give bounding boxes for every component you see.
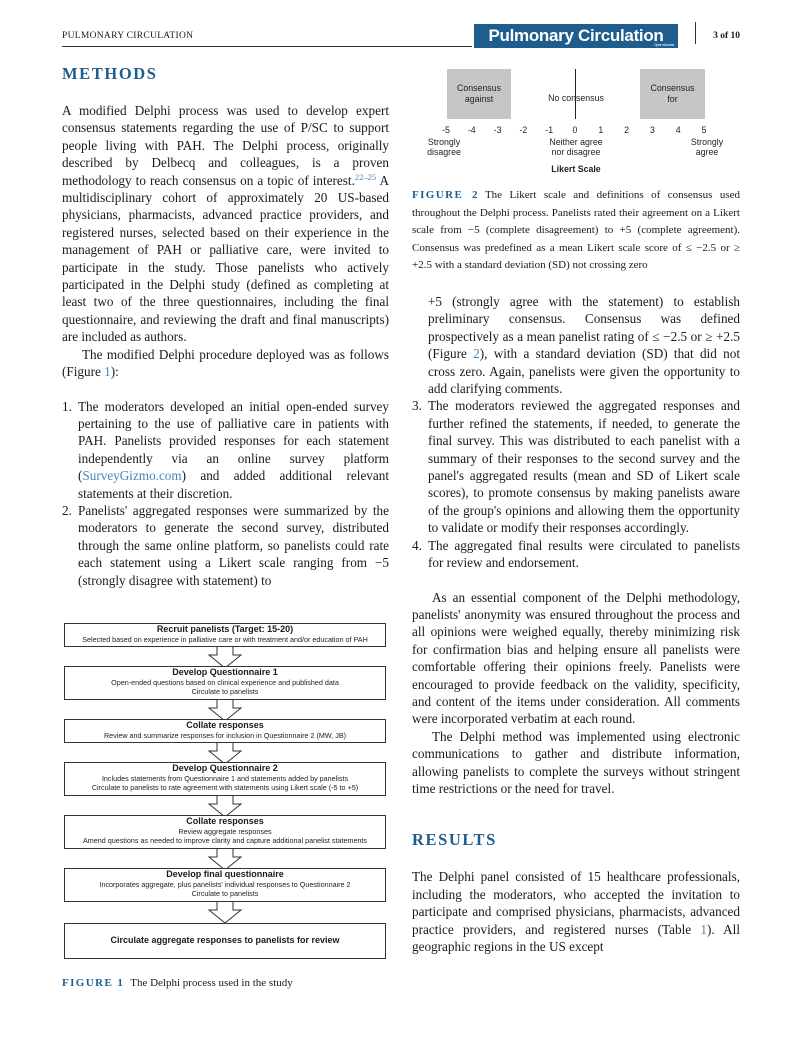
- likert-tick-label: 1: [598, 125, 604, 135]
- consensus-against-box: [447, 69, 511, 119]
- step-number: 4.: [412, 537, 422, 553]
- methods-heading: METHODS: [62, 64, 158, 83]
- flow-box-line: Includes statements from Questionnaire 1 and statements added by panelists: [101, 774, 349, 783]
- strongly-agree-line: Strongly: [690, 137, 724, 147]
- flow-box-recruit: [64, 623, 386, 647]
- strongly-agree-line: agree: [695, 147, 719, 157]
- consensus-against-line: Consensus: [456, 83, 501, 93]
- surveygizmo-link[interactable]: SurveyGizmo.com: [82, 468, 182, 484]
- likert-tick-label: -2: [519, 125, 528, 135]
- methods-paragraph-2-end: ):: [110, 364, 119, 380]
- consensus-against-line: against: [464, 94, 494, 104]
- flow-box-title: Collate responses: [186, 816, 264, 826]
- neutral-line: Neither agree: [549, 137, 603, 147]
- strongly-disagree-line: Strongly: [427, 137, 461, 147]
- running-head: PULMONARY CIRCULATION: [62, 31, 194, 41]
- list-item: [412, 397, 740, 536]
- figure-1-link[interactable]: 1: [104, 364, 111, 380]
- likert-tick-label: -5: [442, 125, 450, 135]
- results-paragraph-1: [412, 868, 740, 955]
- page-number: 3 of 10: [713, 31, 740, 41]
- methods-paragraph-1: [62, 102, 389, 346]
- figure-2-link[interactable]: 2: [473, 346, 480, 362]
- step-number: 2.: [62, 502, 72, 518]
- step-2-continued-text: +5 (strongly agree with the statement) to establish preliminary consensus. Consensus was defined prospectively as a mean panelist rating of ≤ −2.5 or ≥ +2.5 (Figure: [428, 294, 740, 362]
- flow-box-title: Circulate aggregate responses to panelists for review: [110, 935, 340, 945]
- step-text: The moderators reviewed the aggregated responses and further refined the statements, if needed, to generate the final survey. This was distributed to each panelist with a summary of their responses to the second survey and the panel's aggregated results (mean and SD of Likert scale scores), to promote consensus by making panelists aware of the group's opinions and allowing them the opportunity to validate or modify their responses accordingly.: [428, 398, 740, 536]
- step-number: 3.: [412, 398, 422, 414]
- list-item: [412, 537, 740, 572]
- step-2-continued: [412, 293, 740, 397]
- flow-box-line: Incorporates aggregate, plus panelists' individual responses to Questionnaire 2: [99, 880, 351, 889]
- likert-tick-label: 3: [649, 125, 655, 135]
- flow-box-line: Open-ended questions based on clinical experience and published data: [111, 678, 339, 687]
- left-column: [62, 64, 389, 589]
- likert-tick-label: 4: [675, 125, 681, 135]
- likert-tick-label: -4: [467, 125, 476, 135]
- right-column: [412, 293, 740, 955]
- flow-box-final-questionnaire: [64, 868, 386, 902]
- likert-tick-label: -1: [545, 125, 554, 135]
- step-text: The moderators developed an initial open-ended survey pertaining to the use of palliative care in patients with PAH. Panelists provided responses for each statement independently via an online survey platform (: [78, 398, 389, 484]
- figure-1-flowchart: [64, 623, 386, 963]
- methods-paragraph-2: [62, 346, 389, 381]
- header-rule: [62, 46, 472, 47]
- methods-paragraph-1-text-cont: A multidisciplinary cohort of approximately 20 US-based physicians, pharmacists, advanced practice providers, and registered nurses, selected based on their experience in the management of PAH or palliative care, were invited to participate in the study. Those panelists who actively participated in the Delphi study (defined as completing at least two of the three questionnaires, including the final questionnaire, and reviewing the draft and final manuscripts) are included as authors.: [62, 172, 389, 345]
- flow-box-line: Review aggregate responses: [178, 827, 272, 836]
- step-2-continued-end: ), with a standard deviation (SD) that did not cross zero. Again, panelists were given the opportunity to add clarifying comments.: [428, 346, 740, 397]
- step-text-cont: ) and added additional relevant statements at their discretion.: [78, 468, 389, 501]
- header-separator: [695, 22, 696, 44]
- consensus-for-line: Consensus: [650, 83, 695, 93]
- likert-tick-label: 2: [624, 125, 630, 135]
- step-text: The aggregated final results were circulated to panelists for review and endorsement.: [428, 537, 740, 571]
- flow-box-questionnaire-1: [64, 666, 386, 700]
- strongly-agree-label: [676, 137, 738, 157]
- likert-scale-title: Likert Scale: [551, 164, 601, 174]
- flow-box-collate-2: [64, 815, 386, 849]
- flow-box-line: Selected based on experience in palliative care or with treatment and/or education of PAH: [82, 635, 368, 644]
- flow-box-line: Circulate to panelists: [191, 687, 259, 696]
- journal-logo-text: Pulmonary Circulation: [488, 26, 664, 45]
- delphi-steps-list-continued: [412, 397, 740, 571]
- consensus-for-line: for: [667, 94, 678, 104]
- flow-box-questionnaire-2: [64, 762, 386, 796]
- neutral-line: nor disagree: [551, 147, 601, 157]
- results-heading: RESULTS: [412, 830, 497, 850]
- no-consensus-label: No consensus: [548, 93, 604, 103]
- figure-1-caption: [62, 975, 389, 993]
- figure-2-likert-scale: [414, 66, 740, 178]
- likert-tick-label: 0: [572, 125, 578, 135]
- likert-tick-label: -3: [493, 125, 502, 135]
- flow-box-collate-1: [64, 719, 386, 743]
- table-1-link[interactable]: 1: [700, 921, 707, 937]
- flow-box-title: Recruit panelists (Target: 15-20): [156, 624, 294, 634]
- flow-box-line: Amend questions as needed to improve clarity and capture additional panelist statements: [82, 836, 368, 845]
- likert-tick-label: 5: [701, 125, 707, 135]
- step-number: 1.: [62, 398, 72, 414]
- citation-22-25[interactable]: 22–25: [354, 171, 377, 182]
- flow-box-title: Develop Questionnaire 1: [172, 667, 278, 677]
- consensus-for-box: [640, 69, 705, 119]
- figure-2-caption-text: The Likert scale and definitions of consensus used throughout the Delphi process. Panelists rated their agreement on a Likert scale from −5 (complete disagreement) to +5 (complete agreement). Consensus was predefined as a mean Likert scale score of ≤ −2.5 or ≥ +2.5 with a standard deviation (SD) not crossing zero: [412, 189, 740, 272]
- flow-box-line: Circulate to panelists to rate agreement with statements using Likert scale (-5 to +5): [91, 783, 359, 792]
- step-text: Panelists' aggregated responses were summarized by the moderators to generate the second survey, distributed through the same online platform, so panelists could rate each statement using a Likert scale ranging from −5 (strongly disagree with statement) to: [78, 502, 389, 588]
- flow-box-title: Develop Questionnaire 2: [172, 763, 278, 773]
- figure-1-caption-text: The Delphi process used in the study: [130, 977, 293, 989]
- journal-logo: [474, 24, 678, 48]
- results-paragraph-1-end: ). All geographic regions in the US except: [412, 921, 740, 954]
- methods-paragraph-4: The Delphi method was implemented using electronic communications to gather and distribute information, allowing panelists to complete the surveys without stringent time restrictions or the need for travel.: [412, 728, 740, 796]
- journal-logo-sub: Open Access: [653, 42, 674, 47]
- neutral-label: [530, 137, 622, 157]
- delphi-steps-list: [62, 398, 389, 589]
- list-item: [62, 398, 389, 502]
- flow-box-title: Collate responses: [186, 720, 264, 730]
- flow-box-title: Develop final questionnaire: [166, 869, 284, 879]
- flow-box-circulate: [64, 923, 386, 959]
- flow-box-line: Circulate to panelists: [191, 889, 259, 898]
- figure-1-label: FIGURE 1: [62, 977, 125, 989]
- methods-paragraph-3: As an essential component of the Delphi methodology, panelists' anonymity was ensured throughout the process and all opinions were weighed equally, thereby minimizing risk for confirmation bias and helping ensure all panelists were comfortable offering their opinions freely. Panelists were encouraged to provide feedback on the validity, specificity, and content of the items under consideration. All comments were incorporated verbatim at each round.: [412, 589, 740, 727]
- flow-arrow-icon: [207, 902, 243, 924]
- strongly-disagree-line: disagree: [427, 147, 461, 157]
- figure-2-label: FIGURE 2: [412, 189, 479, 201]
- strongly-disagree-label: [410, 137, 478, 157]
- flow-box-line: Review and summarize responses for inclusion in Questionnaire 2 (MW, JB): [103, 731, 347, 740]
- methods-paragraph-2-text: The modified Delphi procedure deployed was as follows (Figure: [62, 346, 389, 380]
- page-header: [62, 28, 740, 46]
- results-paragraph-1-text: The Delphi panel consisted of 15 healthcare professionals, including the moderators, who accepted the invitation to participate and comprised physicians, pharmacists, advanced practice providers, and registered nurses (Table: [412, 869, 740, 937]
- list-item: [62, 502, 389, 589]
- figure-2-caption: [412, 187, 740, 275]
- methods-paragraph-1-text: A modified Delphi process was used to develop expert consensus statements regarding the use of P/SC to support people living with PAH. The Delphi process, originally described by Delbecq and colleagues, is a proven methodology to reach consensus on a topic of interest.: [62, 103, 389, 188]
